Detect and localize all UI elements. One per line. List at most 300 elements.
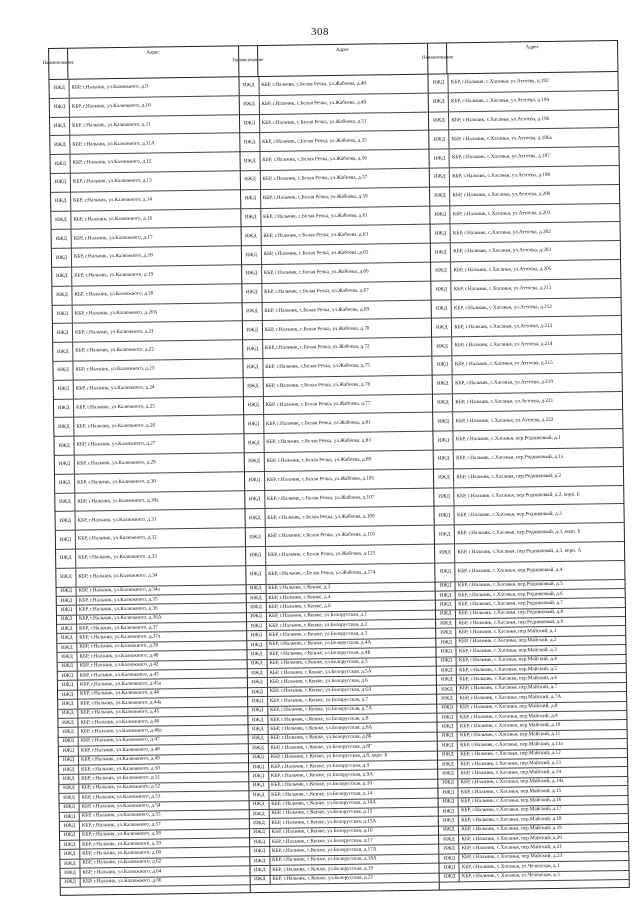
row-address: КБР, г.Нальчик, ул.Калюжного, д.42 [79,661,159,669]
row-type: ИЖД [241,190,261,208]
table-row [250,873,439,885]
row-type: ИЖД [248,744,268,753]
row-address: КБР, г.Нальчик, с.Хасанья, ул.Аттоева, д.203 [453,247,552,255]
row-type: ИЖД [60,831,80,840]
header-type: Наименование [428,43,447,73]
row-address: КБР, г.Нальчик, с.Хасанья, пер.Родниковый, д.4 [457,566,563,575]
row-type: ИЖД [54,399,74,417]
row-address: КБР, г.Нальчик, ул.Калюжного, д.10 [71,102,151,110]
row-type: ИЖД [59,766,79,775]
row-type: ИЖД [55,493,75,511]
row-type: ИЖД [250,838,270,847]
row-type: ИЖД [435,507,455,525]
row-type: ИЖД [431,225,451,243]
row-type: ИЖД [241,227,261,245]
row-type: ИЖД [59,794,79,803]
row-type: ИЖД [437,676,457,685]
row-address: КБР, г.Нальчик, с.Кенже, ул.Белорусская, д.8Б [270,733,372,742]
row-address: КБР, г.Нальчик, с.Кенже, ул.Белорусская, д.18А [272,855,377,864]
row-type: ИЖД [246,594,266,603]
row-address: КБР, г.Нальчик, ул.Калюжного, д.40 [79,652,159,660]
address-table [42,40,628,894]
row-address: КБР, г.Нальчик, ул.Калюжного, д.9 [71,83,148,91]
row-address: КБР, г.Нальчик, с.Хасанья, ул.Чеченская, д.1 [461,862,560,871]
row-address: КБР, г.Нальчик, с.Белая Речка, ул.Жабоева, д.61 [263,212,368,220]
row-type: ИЖД [439,807,459,816]
table-column-1 [42,46,249,895]
row-type: ИЖД [52,286,72,304]
row-address: КБР, г.Нальчик, с.Хасанья, ул.Аттоева, д.196 [451,115,550,124]
row-address: КБР, г.Нальчик, с.Хасанья, ул.Аттоева, д.213 [454,322,553,330]
row-address: КБР, г.Нальчик, ул.Калюжного, д.58 [81,830,161,838]
row-address: КБР, г.Нальчик, с.Белая Речка, ул.Жабоева, д.55 [261,137,367,145]
row-type: ИЖД [50,117,70,135]
row-type: ИЖД [60,803,80,812]
row-type: ИЖД [59,737,79,746]
row-type: ИЖД [248,688,268,697]
row-address: КБР, г.Нальчик, с.Кенже, ул.Белорусская, д.10 [270,780,372,789]
row-address: КБР, г.Нальчик, ул.Калюжного, д.19 [74,271,154,279]
row-type: ИЖД [51,192,71,210]
row-type: ИЖД [434,431,454,449]
row-address: КБР, г.Нальчик, ул.Калюжного, д.45 [80,708,160,716]
row-type: ИЖД [51,155,71,173]
row-type: ИЖД [440,845,460,854]
row-address: КБР, г.Нальчик, с.Кенже, ул.Белорусская, д.7А [269,705,373,714]
row-address: КБР, г.Нальчик, с.Хасанья, ул.Аттоева, д.200 [452,191,551,199]
row-type: ИЖД [247,650,267,659]
row-type: ИЖД [51,211,71,229]
row-address: КБР, г.Нальчик, с.Хасанья, пер.Майский, д.6 [459,674,558,683]
row-address: КБР, г.Нальчик, ул.Калюжного, д.23 [75,365,155,373]
row-type: ИЖД [249,763,269,772]
row-address: КБР, г.Нальчик, с.Кенже, ул.Белорусская, д.2 [268,621,368,629]
row-type: ИЖД [431,206,451,224]
row-address: КБР, г.Нальчик, с.Кенже, ул.Белорусская, д.4А [269,639,372,648]
row-type: ИЖД [433,356,453,374]
row-type: ИЖД [57,597,77,606]
header-address: Адрес [525,45,539,51]
row-type: ИЖД [439,779,459,788]
row-type: ИЖД [437,638,457,647]
row-address: КБР, г.Нальчик, ул.Калюжного, д.11А [72,140,155,148]
column-header [42,46,238,80]
row-type: ИЖД [54,380,74,398]
row-address: КБР, г.Нальчик, ул.Калюжного, д.34 [78,572,158,580]
row-address: КБР, г.Нальчик, с.Хасанья, пер.Майский, д.19 [461,825,562,833]
row-type: ИЖД [429,112,449,130]
row-address: КБР, г.Нальчик, с.Хасанья, ул.Аттоева, д.196а [451,134,552,143]
row-address: КБР, г.Нальчик, с.Хасанья, ул.Аттоева, д.202 [452,228,551,237]
row-type: ИЖД [437,629,457,638]
row-address: КБР, г.Нальчик, с.Кенже, д.2 [268,584,331,592]
row-address: КБР, г.Нальчик, с.Хасанья, пер.Майский, д.10 [459,721,561,730]
row-address: КБР, г.Нальчик, с.Кенже, д.6 [268,602,331,610]
column-header [421,41,617,75]
row-address: КБР, г.Нальчик, с.Хасанья, пер.Майский, д.5 [459,665,557,673]
row-address: КБР, г.Нальчик, ул.Калюжного, д.29 [76,459,156,467]
row-address: КБР, г.Нальчик, ул.Калюжного, д.11 [72,121,151,129]
row-address: КБР, г.Нальчик, с.Белая Речка, ул.Жабоева, д.83 [266,437,371,446]
row-type: ИЖД [436,582,456,591]
row-type: ИЖД [246,603,266,612]
row-address: КБР, г.Нальчик, с.Кенже, ул.Белорусская, д.6А [269,686,372,695]
row-address: КБР, г.Нальчик, ул.Калюжного, д.66 [82,877,162,885]
row-address: КБР, г.Нальчик, с.Хасанья, ул.Аттоева, д.211 [453,285,552,293]
row-address: КБР, г.Нальчик, с.Хасанья, ул.Аттоева, д.215 [454,360,553,368]
row-type: ИЖД [240,133,260,151]
row-address: КБР, г.Нальчик, ул.Калюжного, д.49 [80,755,160,763]
row-type: ИЖД [244,415,264,433]
row-type: ИЖД [59,775,79,784]
row-type: ИЖД [250,829,270,838]
row-address: КБР, г.Нальчик, с.Хасанья, пер.Родниковый, д.7 [458,599,563,608]
row-type: ИЖД [436,591,456,600]
row-type: ИЖД [56,550,76,568]
row-address: КБР, г.Нальчик, с.Кенже, ул.Белорусская, д.6 [269,677,368,685]
column-rows [429,72,629,890]
row-address: КБР, г.Нальчик, с.Хасанья, пер.Майский, д.11а [460,740,563,749]
row-type: ИЖД [248,725,268,734]
table-column-3 [421,41,628,890]
row-address: КБР, г.Нальчик, ул.Калюжного, д.47 [80,736,160,744]
row-type: ИЖД [57,653,77,662]
row-type: ИЖД [430,131,450,149]
row-address: КБР, г.Нальчик, ул.Калюжного, д.17 [73,234,153,242]
row-address: КБР, г.Нальчик, с.Белая Речка, ул.Жабоева, д.81 [265,419,371,427]
row-address: КБР, г.Нальчик, с.Кенже, ул.Белорусская, д.14 [271,790,373,798]
row-type: ИЖД [250,847,270,856]
row-type: ИЖД [244,397,264,415]
row-address: КБР, г.Нальчик, с.Белая Речка, ул.Жабоева, д.56 [262,156,368,164]
row-address: КБР, г.Нальчик, ул.Калюжного, д.27 [76,440,156,449]
row-address: КБР, г.Нальчик, с.Хасанья, пер.Родниковый, д.1 [455,435,561,443]
row-type: ИЖД [55,474,75,492]
row-type: ИЖД [430,168,450,186]
row-type: ИЖД [243,340,263,358]
row-address: КБР, г.Нальчик, с.Хасанья, ул.Аттоева, д.221 [455,397,554,406]
row-address: КБР, г.Нальчик, с.Хасанья, пер.Родниковый, д.5 [457,580,563,589]
column-rows [239,75,439,893]
row-address: КБР, г.Нальчик, с.Белая Речка, ул.Жабоева, д.75 [265,362,370,371]
row-address: КБР, г.Нальчик, ул.Калюжного, д.20 [74,290,154,298]
row-type: ИЖД [56,531,76,549]
row-type: ИЖД [57,615,77,624]
row-address: КБР, г.Нальчик, ул.Калюжного, д.37 [79,624,159,632]
row-address: КБР, г.Нальчик, с.Белая Речка, ул.Жабоева, д.105 [266,475,375,483]
row-type: ИЖД [440,864,460,873]
row-address: КБР, г.Нальчик, ул.Калюжного, д.59 [82,840,162,848]
row-address: КБР, г.Нальчик, с.Кенже, ул.Белорусская, д.9А [270,771,373,779]
row-type: ИЖД [242,265,262,283]
row-type: ИЖД [438,741,458,750]
row-type: ИЖД [430,187,450,205]
row-type: ИЖД [250,857,270,866]
row-address: КБР, г.Нальчик, с.Кенже, ул.Белорусская, д.5 [269,658,368,667]
row-address: КБР, г.Нальчик, с.Белая Речка, ул.Жабоева, д.107 [266,494,375,502]
row-type: ИЖД [437,657,457,666]
row-address: КБР, г.Нальчик, с.Белая Речка, ул.Жабоева, д.63 [263,231,369,239]
row-type: ИЖД [249,772,269,781]
row-type: ИЖД [240,115,260,133]
row-address: КБР, г.Нальчик, с.Хасанья, пер.Родниковый, д.9 [458,618,564,626]
row-address: КБР, г.Нальчик, ул.Калюжного, д.57 [81,821,161,829]
row-type: ИЖД [431,244,451,262]
row-address: КБР, г.Нальчик, ул.Калюжного, д.18 [73,252,153,261]
row-type: ИЖД [247,622,267,631]
row-address: КБР, г.Нальчик, с.Белая Речка, ул.Жабоева, д.76 [265,381,371,390]
row-address: КБР, г.Нальчик, с.Хасанья, пер.Майский, д.14а [460,778,564,786]
row-type: ИЖД [437,666,457,675]
row-address: КБР, г.Нальчик, с.Кенже, ул.Белорусская, д.4Б [269,649,371,657]
row-address: КБР, г.Нальчик, с.Кенже, ул.Белорусская, д.17А [271,846,377,854]
row-type: ИЖД [244,434,264,452]
row-address: КБР, г.Нальчик, с.Хасанья, пер.Майский, д.13 [460,759,561,767]
row-type: ИЖД [247,641,267,650]
row-type: ИЖД [239,96,259,114]
row-address: КБР, г.Нальчик, с.Белая Речка, ул.Жабоева, д.109 [267,513,375,521]
row-address: КБР, г.Нальчик, с.Хасанья, ул.Аттоева, д.219 [455,378,553,387]
row-type: ИЖД [50,136,70,154]
row-address: КБР, г.Нальчик, с.Белая Речка, ул.Жабоева, д.125 [267,550,376,559]
header-type: Наименование [239,46,258,76]
row-address: КБР, г.Нальчик, с.Кенже, ул.Белорусская, д.8А [270,724,373,732]
row-address: КБР, г.Нальчик, с.Кенже, ул.Белорусская, д.3 [268,630,368,639]
row-type: ИЖД [437,685,457,694]
row-address: КБР, г.Нальчик, с.Хасанья, ул.Чеченская, д.3 [461,872,560,880]
row-type: ИЖД [432,319,452,337]
row-type: ИЖД [59,728,79,737]
row-address: КБР, г.Нальчик, ул.Калюжного, д.32 [77,534,157,543]
row-type: ИЖД [436,610,456,619]
row-type: ИЖД [58,700,78,709]
row-address: КБР, г.Нальчик, с.Хасанья, пер.Майский, д.2 [458,637,557,645]
row-type: ИЖД [438,760,458,769]
row-type: ИЖД [439,798,459,807]
row-type: ИЖД [50,98,70,116]
row-address: КБР, г.Нальчик, с.Белая Речка, ул.Жабоева, д.70 [264,325,370,333]
row-type: ИЖД [60,869,80,878]
row-address: КБР, г.Нальчик, ул.Калюжного, д.43 [79,671,159,679]
row-address: КБР, г.Нальчик, с.Хасанья, пер.Майский, д.21 [461,843,563,852]
row-address: КБР, г.Нальчик, ул.Калюжного, д.46а [80,727,162,735]
row-type: ИЖД [438,723,458,732]
row-address: КБР, г.Нальчик, ул.Калюжного, д.64 [82,868,162,876]
row-address: КБР, г.Нальчик, с.Белая Речка, ул.Жабоева, д.69 [264,306,370,314]
row-address: КБР, г.Нальчик, ул.Калюжного, д.44а [80,699,162,707]
row-type: ИЖД [51,174,71,192]
row-address: КБР, г.Нальчик, с.Хасанья, пер.Майский, д.17 [461,806,562,814]
row-address: КБР, г.Нальчик, с.Хасанья, ул.Аттоева, д.198 [452,172,551,180]
row-address: КБР, г.Нальчик, с.Кенже, ул.Белорусская, д.8, корп. Б [270,752,388,761]
row-type: ИЖД [55,456,75,474]
row-address: КБР, г.Нальчик, ул.Калюжного, д.55 [81,811,161,820]
table-row [440,871,629,883]
row-type: ИЖД [436,619,456,628]
row-address: КБР, г.Нальчик, с.Хасанья, ул.Аттоева, д.205 [453,266,552,274]
row-address: КБР, г.Нальчик, с.Хасанья, пер.Родниковый, д.8 [458,609,564,617]
row-type: ИЖД [239,77,259,95]
row-address: КБР, г.Нальчик, ул.Калюжного, д.24 [75,384,155,392]
row-type: ИЖД [57,587,77,596]
row-address: КБР, г.Нальчик, с.Хасанья, пер.Майский, д.16 [460,796,562,805]
header-address: Адрес [146,50,160,56]
row-address: КБР, г.Нальчик, ул.Калюжного, д.22 [75,346,155,355]
row-type: ИЖД [60,850,80,859]
row-address: КБР, г.Нальчик, с.Кенже, ул.Белорусская, д.8 [270,715,369,723]
row-address: КБР, г.Нальчик, ул.Калюжного, д.26 [76,422,156,430]
row-address: КБР, г.Нальчик, с.Кенже, ул.Белорусская, д.1 [268,611,367,620]
row-type: ИЖД [245,491,265,509]
row-address: КБР, г.Нальчик, ул.Калюжного, д.33 [78,553,158,561]
row-type: ИЖД [440,854,460,863]
row-address: КБР, г.Нальчик, ул.Калюжного, д.31 [77,516,157,524]
row-type: ИЖД [56,568,76,586]
row-address: КБР, г.Нальчик, с.Хасанья, пер.Майский, д.20 [461,834,562,842]
row-type: ИЖД [248,735,268,744]
row-address: КБР, г.Нальчик, с.Хасанья, пер.Родниковый, д.3, корп. Б [457,529,581,537]
row-address: КБР, г.Нальчик, с.Хасанья, пер.Родниковый, д.3, корп. А [457,547,582,556]
row-address: КБР, г.Нальчик, ул.Калюжного, д.35 [78,595,158,604]
row-address: КБР, г.Нальчик, ул.Калюжного, д.30 [77,478,156,486]
row-address: КБР, г.Нальчик, с.Белая Речка, ул.Жабоева, д.110 [267,531,375,540]
row-type: ИЖД [430,150,450,168]
row-address: КБР, г.Нальчик, с.Белая Речка, ул.Жабоева, д.174 [268,569,376,577]
row-type: ИЖД [432,300,452,318]
row-type: ИЖД [439,817,459,826]
row-type: ИЖД [434,450,454,468]
row-type: ИЖД [242,303,262,321]
row-type: ИЖД [243,359,263,377]
row-type: ИЖД [245,528,265,546]
row-address: КБР, г.Нальчик, ул.Калюжного, д.46 [80,718,160,726]
row-address: КБР, г.Нальчик, с.Хасанья, пер.Майский, д.8 [459,703,558,711]
row-address: КБР, г.Нальчик, ул.Калюжного, д.12 [72,159,152,167]
row-address: КБР, г.Нальчик, с.Кенже, ул.Белорусская, д.16 [271,827,373,836]
row-type: ИЖД [437,695,457,704]
row-address: КБР, г.Нальчик, с.Хасанья, пер.Майский, д.15 [460,787,562,795]
row-address: КБР, г.Нальчик, с.Белая Речка, ул.Жабоева, д.89 [266,456,372,465]
row-address: КБР, г.Нальчик, с.Хасанья, пер.Родниковый, д.2 [456,472,562,481]
row-type: ИЖД [249,800,269,809]
row-address: КБР, г.Нальчик, ул.Калюжного, д.16 [73,215,153,223]
row-type: ИЖД [250,866,270,875]
row-type: ИЖД [249,819,269,828]
row-type: ИЖД [434,413,454,431]
row-type: ИЖД [247,660,267,669]
row-address: КБР, г.Нальчик, с.Белая Речка, ул.Жабоева, д.72 [264,343,370,352]
row-address: КБР, г.Нальчик, ул.Калюжного, д.51 [81,774,161,782]
row-type: ИЖД [49,80,69,98]
row-type: ИЖД [60,812,80,821]
row-address: КБР, г.Нальчик, с.Белая Речка, ул.Жабоева, д.49 [261,99,367,108]
row-type: ИЖД [246,584,266,593]
row-address: КБР, г.Нальчик, с.Хасанья, пер.Родниковый, д.3 [456,510,562,518]
row-type: ИЖД [53,305,73,323]
row-type: ИЖД [245,472,265,490]
row-type: ИЖД [438,751,458,760]
row-type: ИЖД [435,525,455,543]
row-address: КБР, г.Нальчик, с.Белая Речка, ул.Жабоева, д.77 [265,400,371,408]
row-type: ИЖД [433,375,453,393]
row-address: КБР, г.Нальчик, с.Кенже, ул.Белорусская, д.17 [271,837,373,845]
row-type: ИЖД [59,784,79,793]
row-address: КБР, г.Нальчик, ул.Калюжного, д.44 [80,689,159,697]
header-type: Наименование [49,49,68,79]
row-address: КБР, г.Нальчик, ул.Калюжного, д.34а [78,586,160,594]
row-address: КБР, г.Нальчик, ул.Калюжного, д.39 [79,642,159,651]
row-address: КБР, г.Нальчик, с.Хасанья, пер.Майский, д.4 [458,656,557,664]
row-type: ИЖД [53,362,73,380]
table-column-2 [232,44,439,893]
row-type: ИЖД [438,770,458,779]
row-address: КБР, г.Нальчик, с.Хасанья, пер.Майский, д.7А [459,693,562,702]
table-row [61,876,250,888]
row-address: КБР, г.Нальчик, с.Хасанья, пер.Майский, д.9 [459,712,558,720]
row-address: КБР, г.Нальчик, с.Хасанья, пер.Майский, д.11 [459,731,561,739]
row-type: ИЖД [439,826,459,835]
row-type: ИЖД [243,378,263,396]
row-address: КБР, г.Нальчик, ул.Калюжного, д.60 [82,849,162,857]
row-address: КБР, г.Нальчик, ул.Калюжного, д.30а [77,497,159,505]
row-type: ИЖД [248,697,268,706]
row-address: КБР, г.Нальчик, с.Хасанья, пер.Майский, д.18 [461,815,562,824]
row-type: ИЖД [432,281,452,299]
row-type: ИЖД [54,418,74,436]
row-type: ИЖД [432,338,452,356]
row-address: КБР, г.Нальчик, ул.Калюжного, д.43а [79,680,162,688]
row-type: ИЖД [429,93,449,111]
row-type: ИЖД [58,672,78,681]
row-type: ИЖД [52,249,72,267]
row-address: КБР, г.Нальчик, с.Хасанья, пер.Майский, д.1 [458,627,557,636]
row-type: ИЖД [438,732,458,741]
row-address: КБР, г.Нальчик, с.Хасанья, пер.Майский, д.12 [460,750,561,758]
row-address: КБР, г.Нальчик, с.Хасанья, пер.Майский, д.14 [460,768,562,777]
row-type: ИЖД [249,754,269,763]
row-type: ИЖД [439,788,459,797]
row-type: ИЖД [54,437,74,455]
row-type: ИЖД [60,822,80,831]
row-type: ИЖД [56,512,76,530]
table-columns [42,40,630,896]
row-type: ИЖД [249,791,269,800]
row-address: КБР, г.Нальчик, с.Хасанья, ул.Аттоева, д.197 [451,153,550,161]
row-type: ИЖД [60,859,80,868]
row-type: ИЖД [438,704,458,713]
row-type: ИЖД [440,873,460,882]
row-type: ИЖД [58,662,78,671]
row-address: КБР, г.Нальчик, ул.Калюжного, д.25 [76,403,155,411]
row-type: ИЖД [244,453,264,471]
row-type: ИЖД [248,678,268,687]
row-address: КБР, г.Нальчик, с.Хасанья, пер.Родниковый, д.6 [458,590,563,598]
row-type: ИЖД [436,563,456,581]
row-address: КБР, г.Нальчик, ул.Калюжного, д.50 [81,765,160,773]
row-type: ИЖД [52,230,72,248]
row-type: ИЖД [437,648,457,657]
row-type: ИЖД [248,707,268,716]
row-address: КБР, г.Нальчик, с.Белая Речка, ул.Жабоева, д.51 [261,118,367,126]
row-type: ИЖД [57,606,77,615]
row-type: ИЖД [241,246,261,264]
row-type: ИЖД [53,343,73,361]
row-address: КБР, г.Нальчик, с.Хасанья, пер.Родниковый, д.1а [456,454,564,462]
row-type: ИЖД [58,709,78,718]
row-address: КБР, г.Нальчик, с.Хасанья, пер.Майский, д.7 [459,684,558,692]
row-address: КБР, г.Нальчик, ул.Калюжного, д.37а [79,633,161,641]
row-address: КБР, г.Нальчик, с.Кенже, ул.Белорусская, д.15 [271,808,373,817]
